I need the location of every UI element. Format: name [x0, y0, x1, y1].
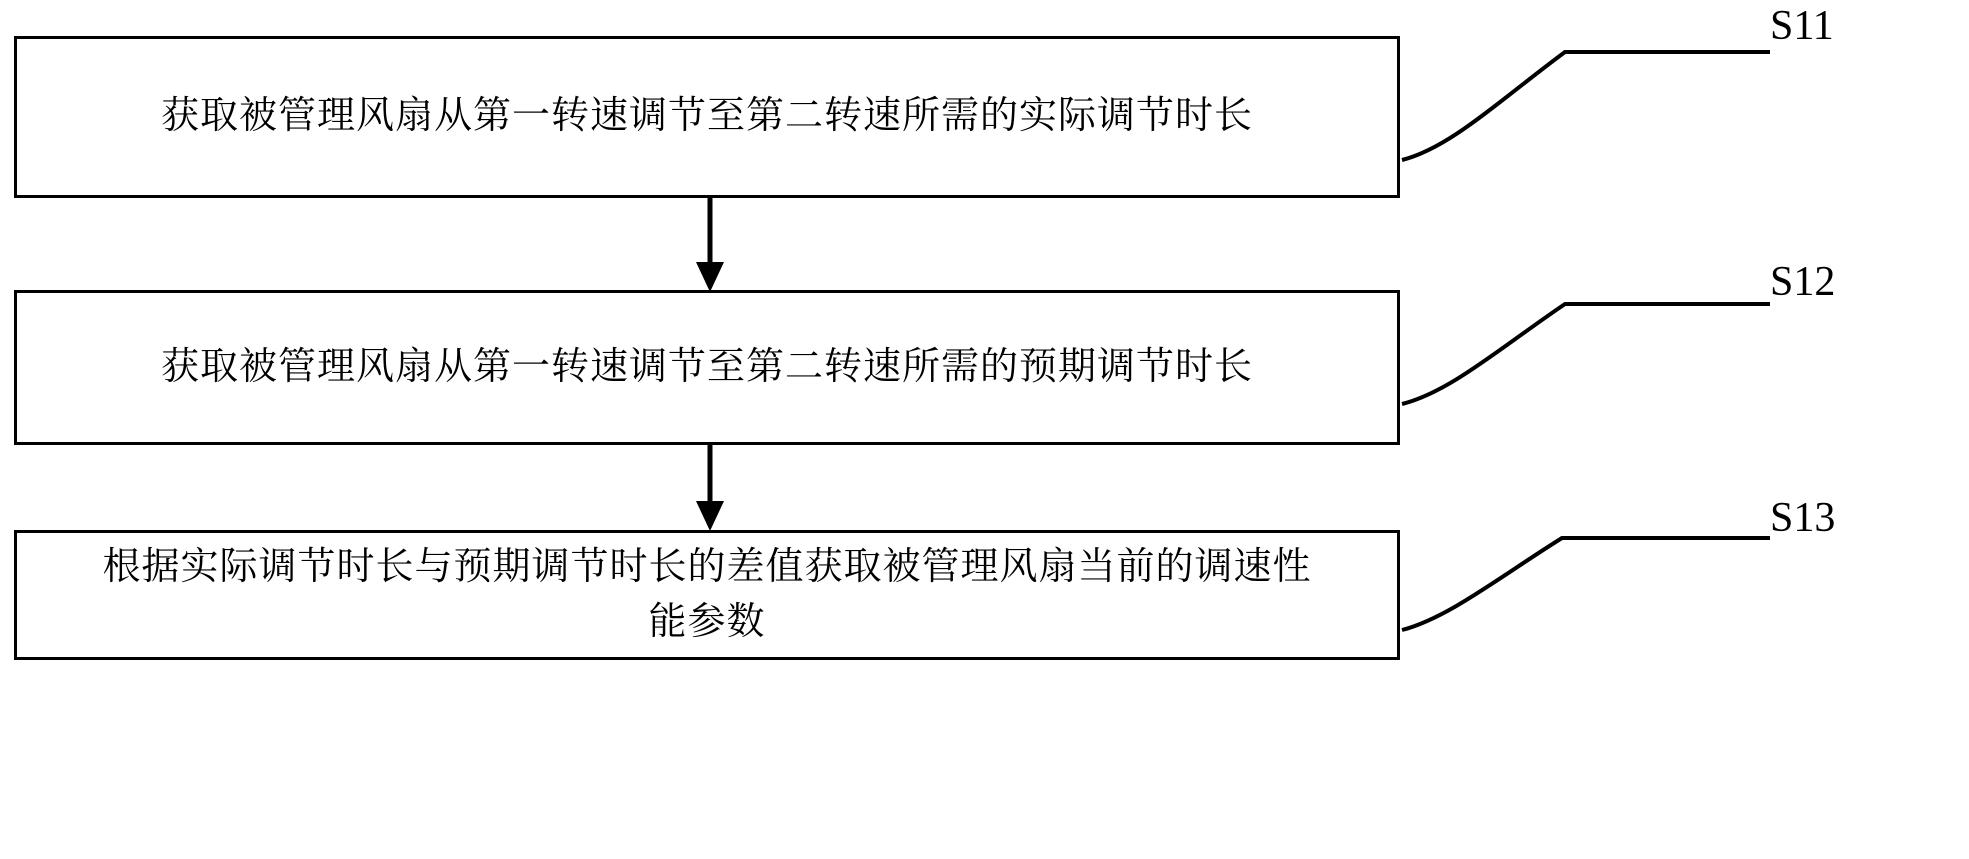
- step-label-s11: S11: [1770, 3, 1834, 49]
- arrow-s12-to-s13: [640, 443, 780, 533]
- flowchart-step-s12-text: 获取被管理风扇从第一转速调节至第二转速所需的预期调节时长: [160, 345, 1253, 388]
- flowchart-step-s12: [14, 290, 1400, 445]
- arrow-s11-to-s12: [640, 196, 780, 294]
- step-label-s13: S13: [1770, 495, 1836, 541]
- flowchart-step-s13-text: 根据实际调节时长与预期调节时长的差值获取被管理风扇当前的调速性 能参数: [102, 545, 1312, 643]
- flowchart-step-s11: [14, 36, 1400, 198]
- flowchart-step-s11-text: 获取被管理风扇从第一转速调节至第二转速所需的实际调节时长: [160, 95, 1253, 138]
- flowchart-step-s13: [14, 530, 1400, 660]
- leader-line-s13: [1390, 522, 1790, 632]
- leader-line-s11: [1390, 30, 1790, 160]
- leader-line-s12: [1390, 286, 1790, 406]
- step-label-s12: S12: [1770, 259, 1836, 305]
